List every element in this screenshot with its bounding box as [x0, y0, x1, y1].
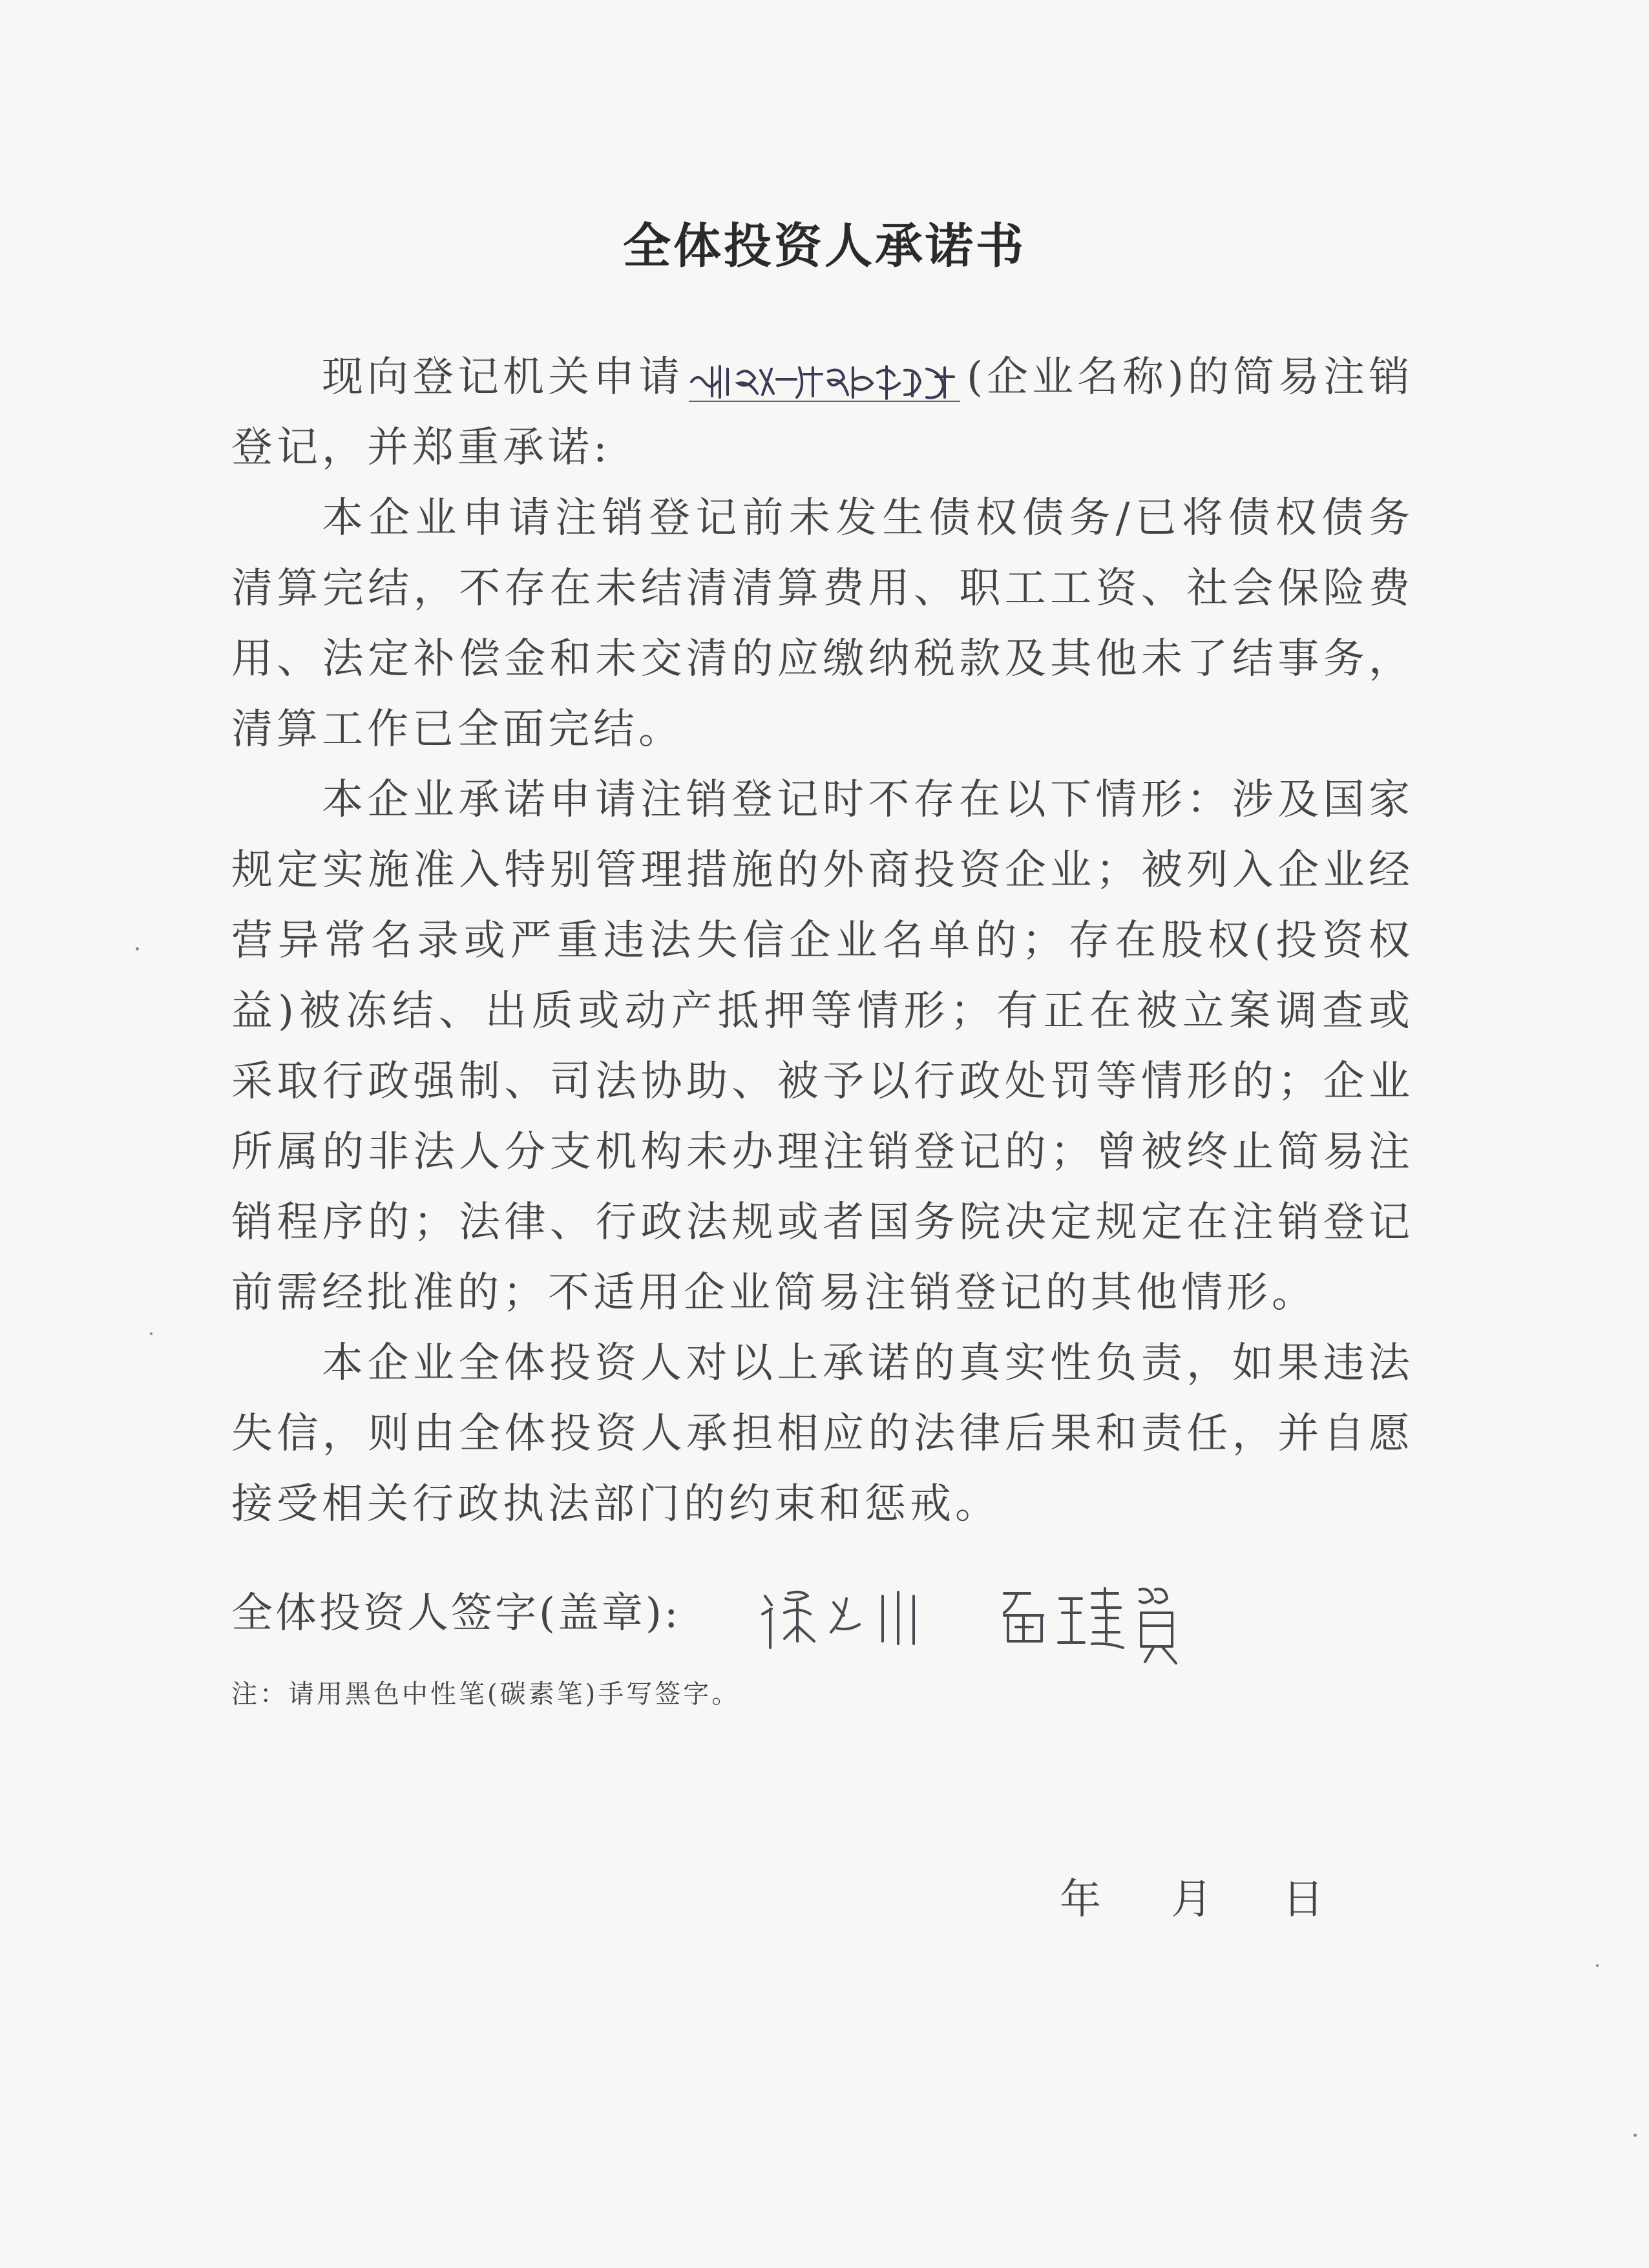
document-title: 全体投资人承诺书 — [623, 218, 1026, 274]
scan-speck — [1633, 2134, 1637, 2137]
company-name-text: 云南川兴驾驶培训有限公司 — [686, 354, 741, 355]
date-line — [1060, 1866, 1381, 1926]
intro-prefix: 现向登记机关申请 — [322, 353, 684, 401]
date-month: 月 — [1171, 1876, 1213, 1924]
signature-2 — [995, 1577, 1208, 1674]
document-body — [231, 342, 1414, 1540]
paragraph-2: 本企业承诺申请注销登记时不存在以下情形：涉及国家规定实施准入特别管理措施的外商投资企业；被列入企业经营异常名录或严重违法失信企业名单的；存在股权(投资权益)被冻结、出质或动产抵押等情形；有正在被立案调查或采取行政强制、司法协助、被予以行政处罚等情形的；企业所属的非法人分支机构未办理注销登记的；曾被终止简易注销程序的；法律、行政法规或者国务院决定规定在注销登记前需经批准的；不适用企业简易注销登记的其他情形。 — [231, 776, 1414, 1317]
handwritten-company-name — [686, 355, 964, 406]
signature-note: 注：请用黑色中性笔(碳素笔)手写签字。 — [231, 1679, 740, 1709]
signature-1 — [756, 1577, 969, 1661]
intro-suffix: (企业名称)的简易注销登记，并郑重承诺: — [231, 353, 1414, 472]
scan-speck — [150, 1332, 152, 1335]
date-day: 日 — [1282, 1876, 1324, 1924]
paragraph-1: 本企业申请注销登记前未发生债权债务/已将债权债务清算完结，不存在未结清清算费用、职工工资、社会保险费用、法定补偿金和未交清的应缴纳税款及其他未了结事务，清算工作已全面完结。 — [231, 494, 1414, 753]
paragraph-3: 本企业全体投资人对以上承诺的真实性负责，如果违法失信，则由全体投资人承担相应的法律后果和责任，并自愿接受相关行政执法部门的约束和惩戒。 — [231, 1339, 1414, 1528]
intro-paragraph — [231, 342, 1414, 483]
scan-speck — [1596, 1964, 1599, 1967]
date-year: 年 — [1060, 1876, 1101, 1924]
signature-label: 全体投资人签字(盖章): — [231, 1590, 681, 1637]
scan-speck — [136, 947, 139, 950]
